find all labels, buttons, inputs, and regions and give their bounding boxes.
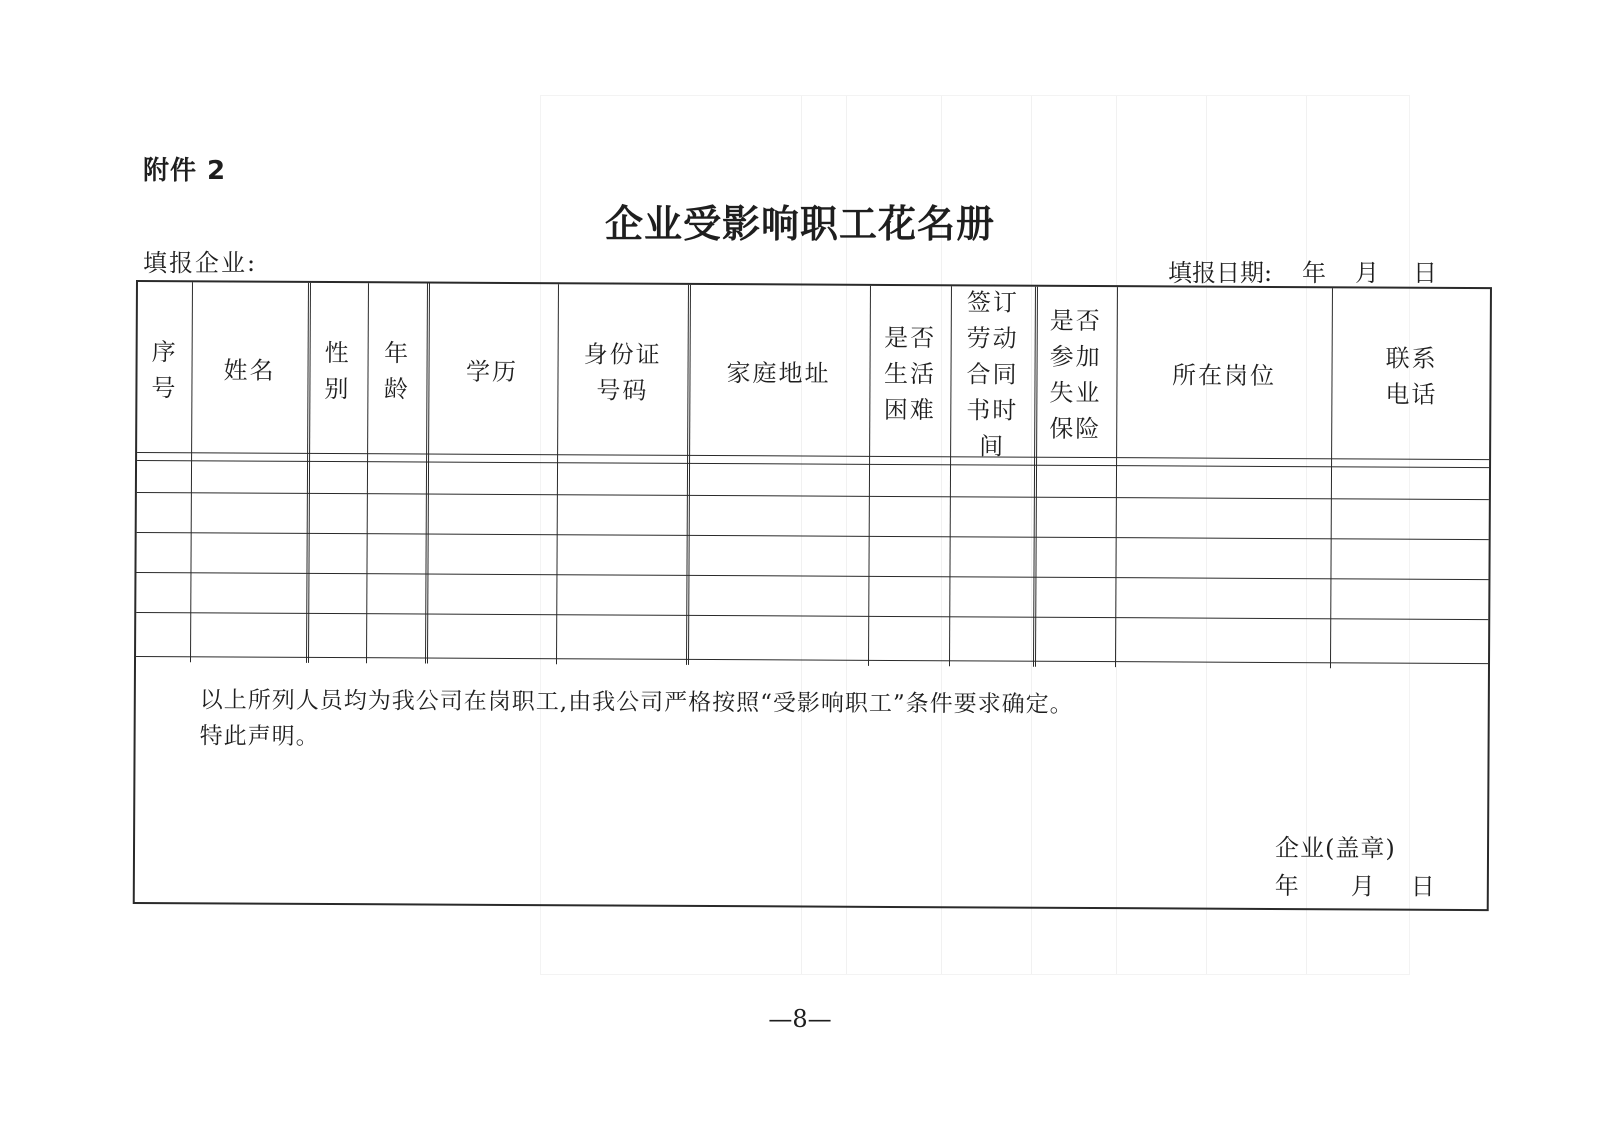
col-header-financial-hardship: 是否 生活 困难 [883, 323, 937, 424]
col-header-contract-date: 签订 劳动 合同 书时 间 [966, 287, 1019, 461]
col-header-gender: 性 别 [324, 338, 351, 403]
signature-month: 月 [1350, 872, 1375, 901]
row-divider [136, 572, 1488, 580]
report-date [1168, 253, 1468, 285]
col-header-position: 所在岗位 [1171, 360, 1277, 390]
col-header-age: 年 龄 [383, 338, 411, 403]
report-date-year: 年 [1302, 259, 1326, 287]
col-header-name: 姓名 [223, 355, 276, 385]
table-bottom-rule [136, 656, 1488, 664]
reporting-company-label: 填报企业: [143, 249, 258, 277]
col-header-serial: 序 号 [151, 337, 178, 402]
report-date-day: 日 [1413, 259, 1437, 287]
page-number: —8— [768, 1005, 832, 1033]
col-header-id-number: 身份证 号码 [583, 339, 662, 405]
report-date-month: 月 [1355, 259, 1379, 287]
row-divider [137, 492, 1489, 500]
signature-day: 日 [1410, 872, 1435, 901]
attachment-label: 附件 2 [143, 156, 227, 186]
row-divider [137, 532, 1489, 540]
page-title: 企业受影响职工花名册 [604, 201, 995, 246]
row-divider [136, 612, 1488, 620]
col-header-home-address: 家庭地址 [726, 358, 831, 388]
roster-table [133, 280, 1492, 911]
declaration-line: 特此声明。 [199, 723, 320, 750]
report-date-label: 填报日期: [1168, 259, 1273, 287]
col-header-phone: 联系 电话 [1385, 344, 1438, 409]
col-header-education: 学历 [465, 357, 519, 386]
signature-date [1275, 866, 1475, 899]
declaration-line: 以上所列人员均为我公司在岗职工,由我公司严格按照“受影响职工”条件要求确定。 [199, 687, 1074, 718]
company-seal-label: 企业(盖章) [1274, 833, 1396, 863]
signature-year: 年 [1274, 871, 1299, 901]
declaration-statement [200, 682, 1074, 759]
col-header-unemployment-insurance: 是否 参加 失业 保险 [1049, 306, 1102, 443]
